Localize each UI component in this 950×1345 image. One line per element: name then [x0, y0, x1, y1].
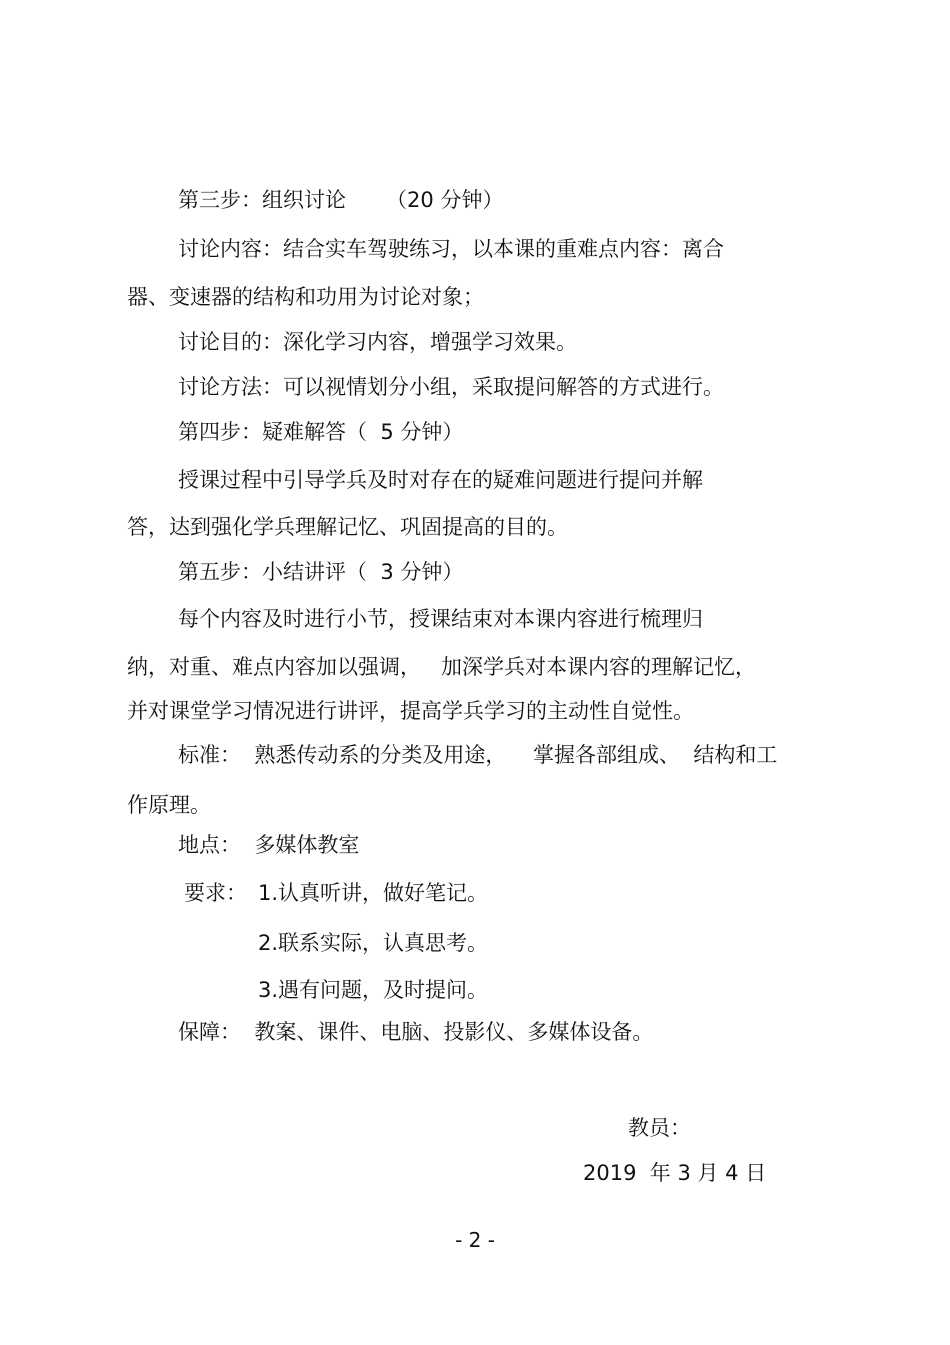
standard-line-1: 标准： 熟悉传动系的分类及用途， 掌握各部组成、 结构和工	[178, 743, 778, 767]
step4-body-line-2: 答，达到强化学兵理解记忆、巩固提高的目的。	[127, 515, 568, 539]
requirement-item-2: 2.联系实际，认真思考。	[258, 931, 489, 955]
standard-line-2: 作原理。	[127, 793, 211, 817]
discussion-content-line-1: 讨论内容：结合实车驾驶练习，以本课的重难点内容：离合	[178, 237, 724, 261]
step3-heading: 第三步：组织讨论 （20 分钟）	[178, 188, 504, 212]
guarantee-line: 保障： 教案、课件、电脑、投影仪、多媒体设备。	[178, 1020, 654, 1044]
requirement-item-3: 3.遇有问题，及时提问。	[258, 978, 489, 1002]
step5-body-line-2: 纳，对重、难点内容加以强调， 加深学兵对本课内容的理解记忆，	[127, 655, 757, 679]
discussion-method: 讨论方法：可以视情划分小组，采取提问解答的方式进行。	[178, 375, 724, 399]
requirement-item-1: 1.认真听讲，做好笔记。	[258, 881, 489, 905]
location-line: 地点： 多媒体教室	[178, 833, 360, 857]
signature-date: 2019 年 3 月 4 日	[583, 1161, 767, 1185]
teacher-signature-label: 教员：	[628, 1116, 691, 1140]
step4-body-line-1: 授课过程中引导学兵及时对存在的疑难问题进行提问并解	[178, 468, 703, 492]
discussion-goal: 讨论目的：深化学习内容，增强学习效果。	[178, 330, 577, 354]
step5-body-line-3: 并对课堂学习情况进行讲评，提高学兵学习的主动性自觉性。	[127, 699, 694, 723]
page-number: - 2 -	[455, 1228, 495, 1252]
step4-heading: 第四步：疑难解答（ 5 分钟）	[178, 420, 464, 444]
step5-body-line-1: 每个内容及时进行小节，授课结束对本课内容进行梳理归	[178, 607, 703, 631]
requirement-label: 要求：	[184, 881, 247, 905]
discussion-content-line-2: 器、变速器的结构和功用为讨论对象；	[127, 285, 484, 309]
step5-heading: 第五步：小结讲评（ 3 分钟）	[178, 560, 464, 584]
